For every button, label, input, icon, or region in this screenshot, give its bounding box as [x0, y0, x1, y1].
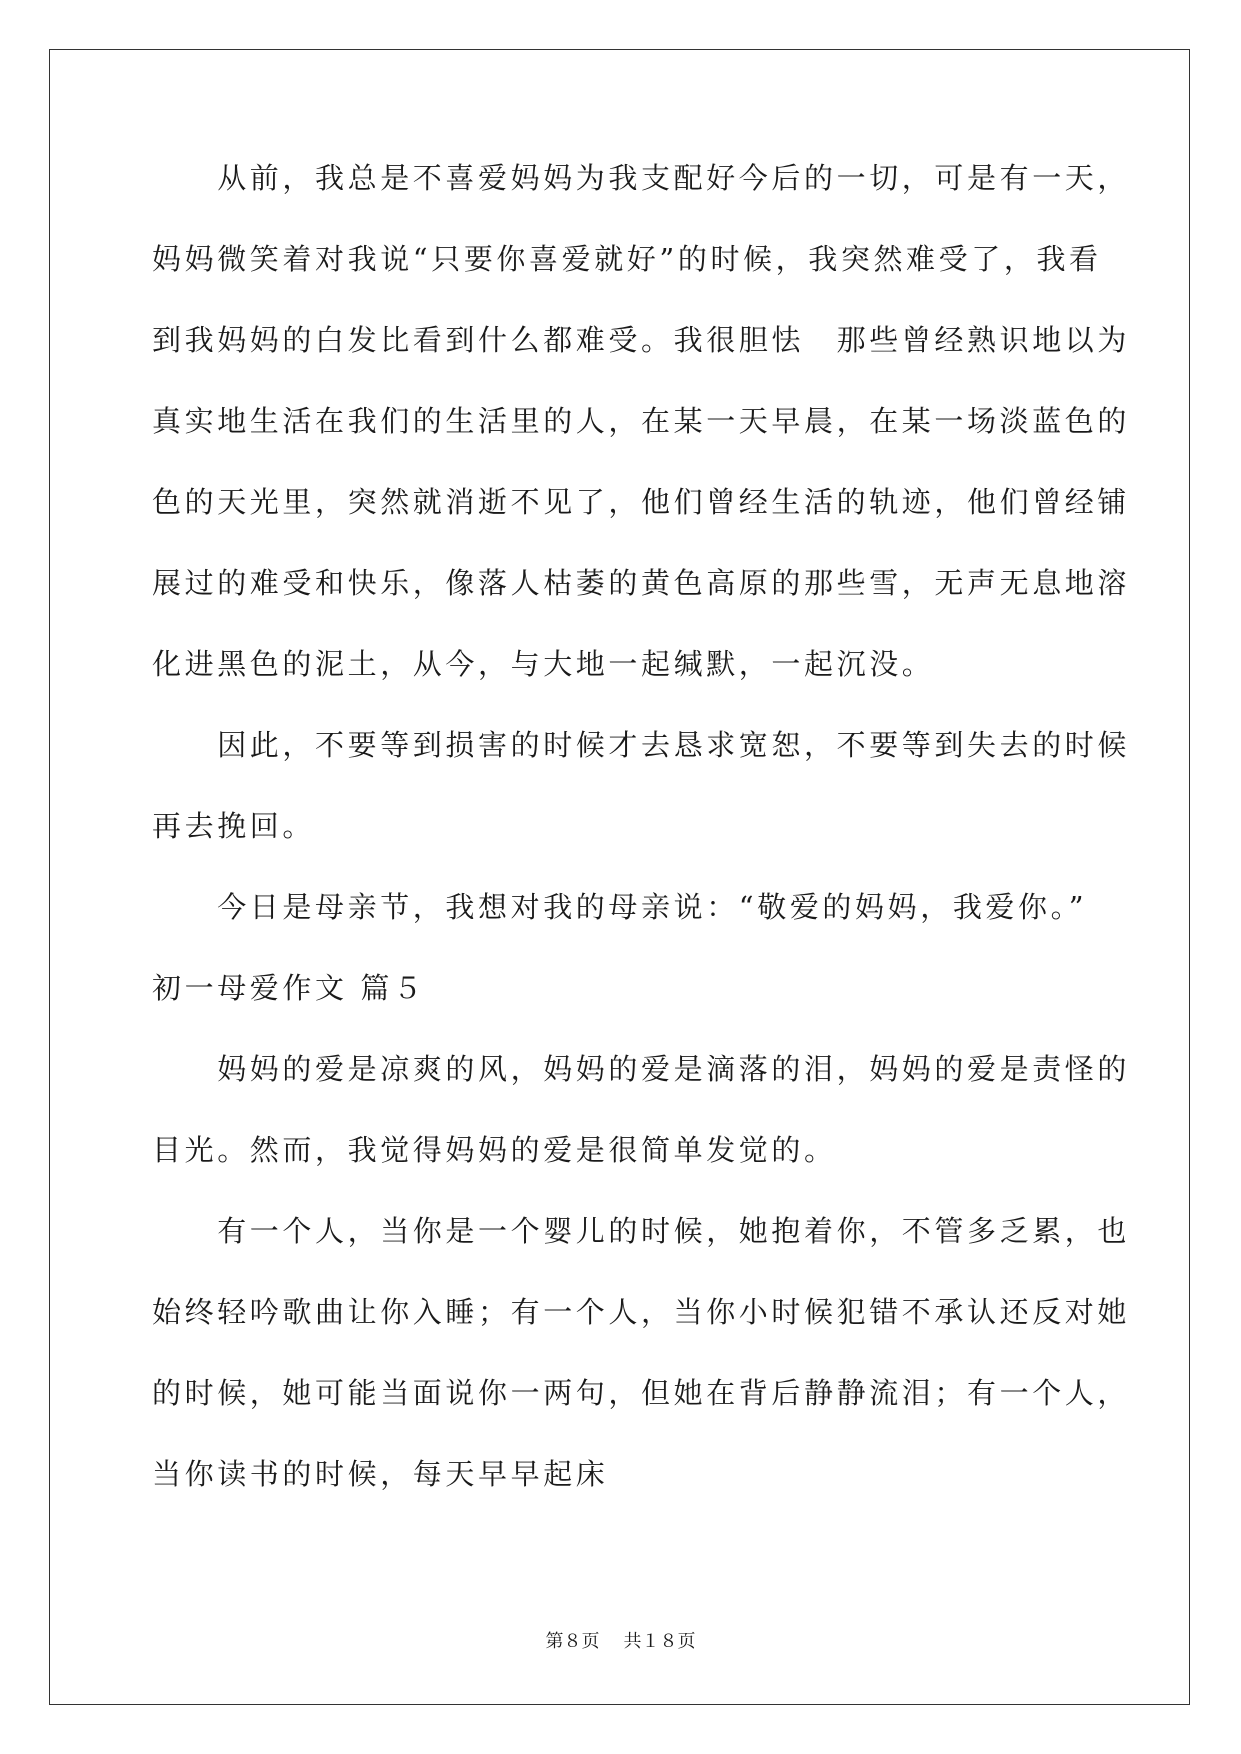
text-line: 真实地生活在我们的生活里的人，在某一天早晨，在某一场淡蓝色的 [152, 404, 1131, 438]
section-heading: 初一母爱作文 篇５ [152, 971, 426, 1005]
text-line: 当你读书的时候，每天早早起床 [152, 1457, 609, 1491]
text-line: 展过的难受和快乐，像落人枯萎的黄色高原的那些雪，无声无息地溶 [152, 566, 1131, 600]
text-line: 因此，不要等到损害的时候才去恳求宽恕，不要等到失去的时候 [152, 728, 1131, 762]
text-line: 色的天光里，突然就消逝不见了，他们曾经生活的轨迹，他们曾经铺 [152, 485, 1131, 519]
text-line: 的时候，她可能当面说你一两句，但她在背后静静流泪；有一个人， [152, 1376, 1131, 1410]
text-line: 到我妈妈的白发比看到什么都难受。我很胆怯 那些曾经熟识地以为 [152, 323, 1131, 357]
text-line: 再去挽回。 [152, 809, 316, 843]
page-number-total: 共１８页 [623, 1631, 696, 1652]
text-line: 妈妈微笑着对我说“只要你喜爱就好”的时候，我突然难受了，我看 [152, 242, 1102, 276]
text-line: 始终轻吟歌曲让你入睡；有一个人，当你小时候犯错不承认还反对她 [152, 1295, 1131, 1329]
text-line: 有一个人，当你是一个婴儿的时候，她抱着你，不管多乏累，也 [152, 1214, 1131, 1248]
text-line: 化进黑色的泥土，从今，与大地一起缄默，一起沉没。 [152, 647, 935, 681]
document-body [152, 158, 1131, 1535]
text-line: 目光。然而，我觉得妈妈的爱是很简单发觉的。 [152, 1133, 837, 1167]
text-line: 今日是母亲节，我想对我的母亲说：“敬爱的妈妈，我爱你。” [152, 890, 1088, 924]
text-line: 妈妈的爱是凉爽的风，妈妈的爱是滴落的泪，妈妈的爱是责怪的 [152, 1052, 1131, 1086]
page-number-current: 第８页 [545, 1631, 600, 1652]
text-line: 从前，我总是不喜爱妈妈为我支配好今后的一切，可是有一天， [152, 161, 1131, 195]
page-footer [0, 1627, 1241, 1653]
